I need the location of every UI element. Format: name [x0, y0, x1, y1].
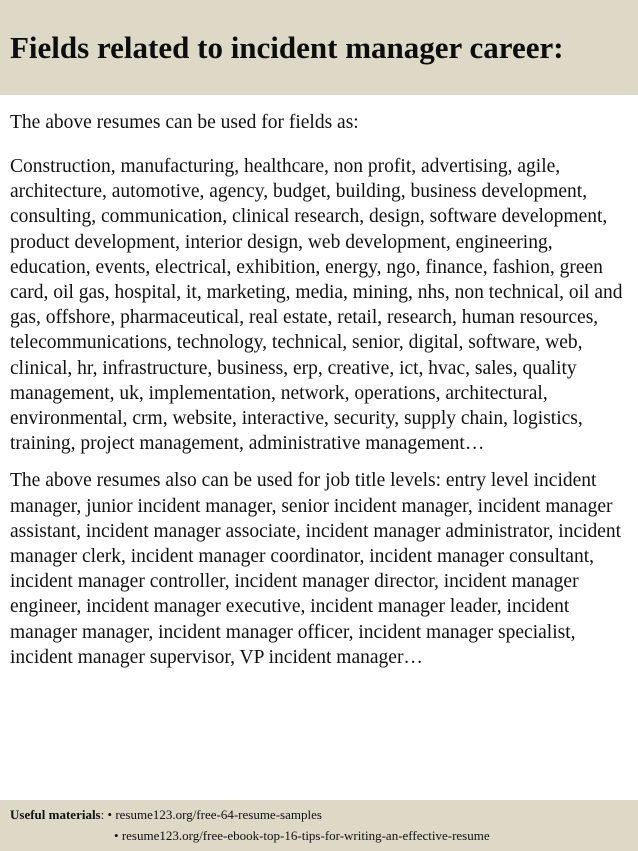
resume-samples-link[interactable]: resume123.org/free-64-resume-samples [115, 807, 322, 822]
ebook-tips-link[interactable]: resume123.org/free-ebook-top-16-tips-for-writing-an-effective-resume [121, 828, 490, 843]
intro-text: The above resumes can be used for fields as: [10, 112, 359, 133]
job-levels-paragraph: The above resumes also can be used for job title levels: entry level incident manager, junior incident manager, senior incident manager, incident manager assistant, incident manager associate, incident manager administrator, incident manager clerk, incident manager coordinator, incident manager consultant, incident manager controller, incident manager director, incident manager engineer, incident manager executive, incident manager leader, incident manager manager, incident manager officer, incident manager specialist, incident manager supervisor, VP incident manager… [10, 470, 622, 668]
bullet-icon: • [114, 828, 122, 843]
footer-bar [0, 800, 638, 851]
footer-row-2 [114, 828, 490, 844]
page-title: Fields related to incident manager career: [10, 30, 564, 65]
bullet-icon: • [107, 807, 116, 822]
fields-paragraph: Construction, manufacturing, healthcare, non profit, advertising, agile, architecture, automotive, agency, budget, building, business development, consulting, communication, clinical research, design, software development, product development, interior design, web development, engineering, education, events, electrical, exhibition, energy, ngo, finance, fashion, green card, oil gas, hospital, it, marketing, media, mining, nhs, non technical, oil and gas, offshore, pharmaceutical, real estate, retail, research, human resources, telecommunications, technology, technical, senior, digital, software, web, clinical, hr, infrastructure, business, erp, creative, ict, hvac, sales, quality management, uk, implementation, network, operations, architectural, environmental, crm, website, interactive, security, supply chain, logistics, training, project management, administrative management… [10, 156, 623, 455]
footer-label: Useful materials [10, 807, 101, 822]
footer-row-1 [10, 807, 322, 823]
main-content [10, 110, 634, 682]
title-bar [0, 0, 638, 95]
footer-separator: : [100, 807, 108, 822]
